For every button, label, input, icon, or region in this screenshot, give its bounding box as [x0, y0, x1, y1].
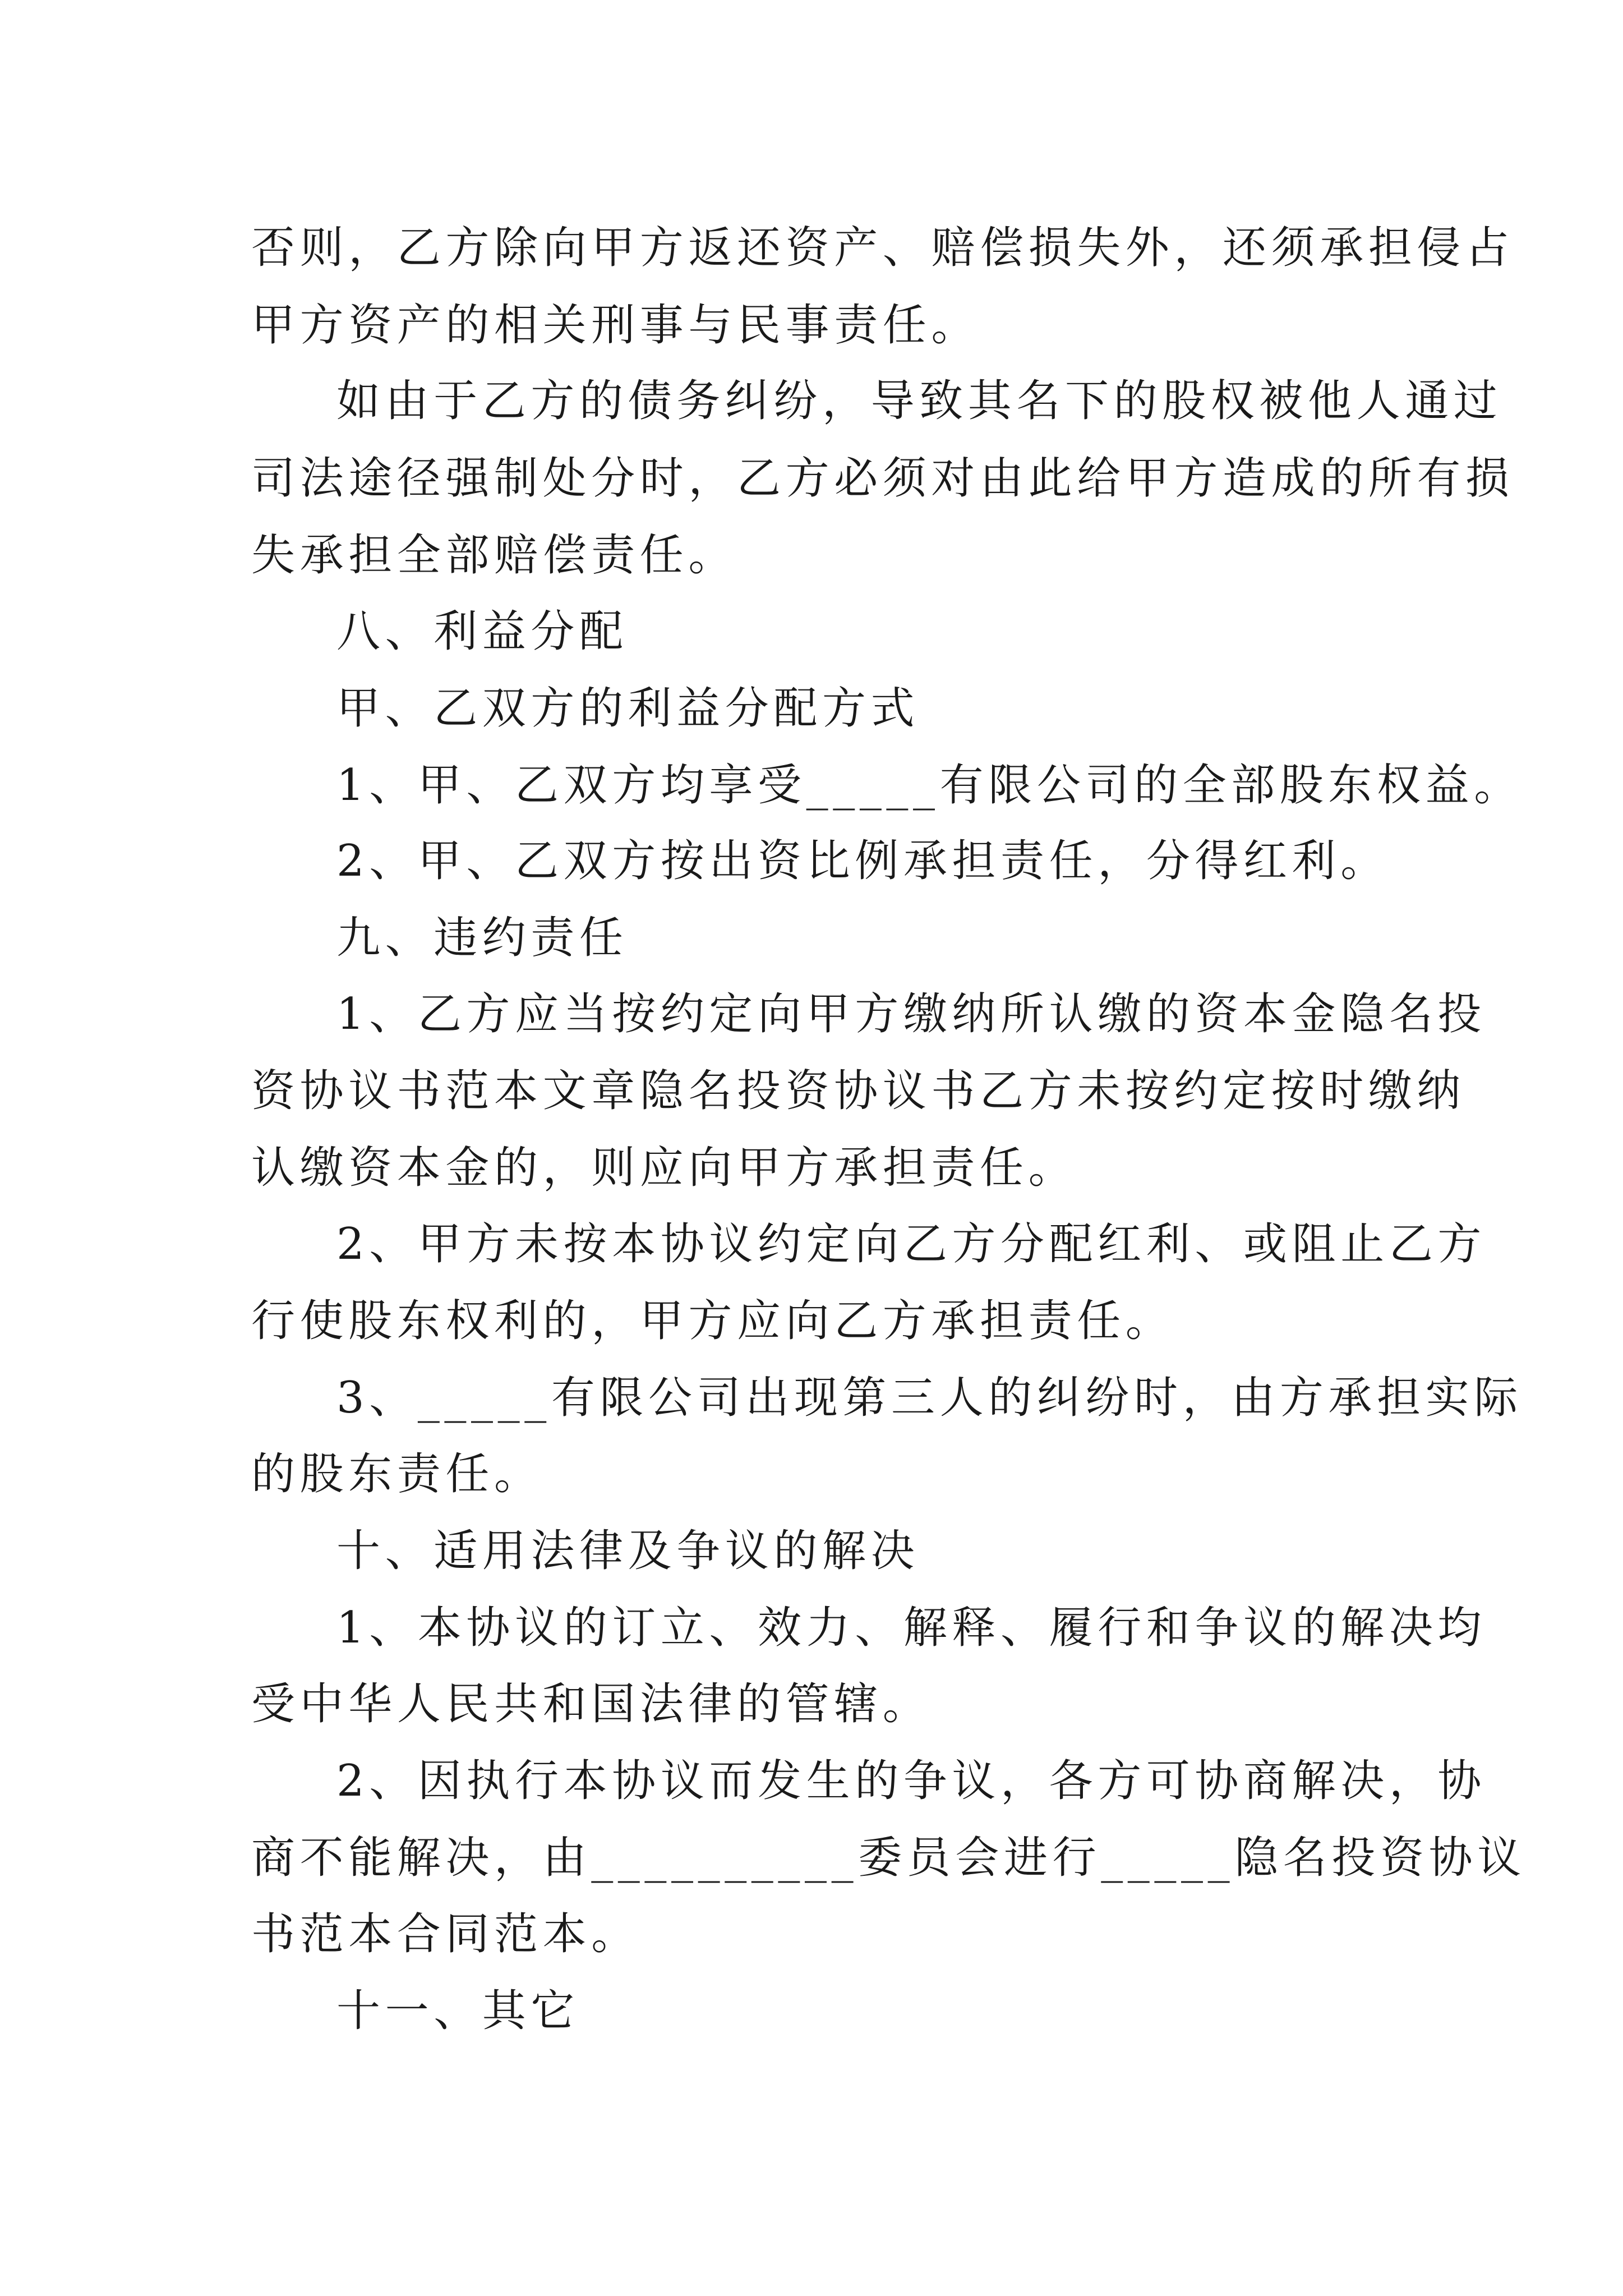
paragraph-line: 商不能解决，由__________委员会进行_____隐名投资协议 — [251, 1833, 1526, 1883]
paragraph-line: 2、甲、乙双方按出资比例承担责任，分得红利。 — [336, 836, 1389, 886]
paragraph-line: 1、甲、乙双方均享受_____有限公司的全部股东权益。 — [336, 760, 1523, 811]
paragraph-line: 认缴资本金的，则应向甲方承担责任。 — [251, 1143, 1077, 1193]
section-heading: 八、利益分配 — [336, 606, 628, 657]
paragraph-line: 的股东责任。 — [251, 1449, 543, 1499]
paragraph-line: 甲方资产的相关刑事与民事责任。 — [251, 300, 980, 351]
section-heading: 十、适用法律及争议的解决 — [336, 1526, 920, 1576]
paragraph-line: 如由于乙方的债务纠纷，导致其名下的股权被他人通过 — [336, 376, 1502, 426]
paragraph-line: 3、_____有限公司出现第三人的纠纷时，由方承担实际 — [336, 1373, 1523, 1423]
section-heading: 九、违约责任 — [336, 913, 628, 963]
section-heading: 十一、其它 — [336, 1986, 580, 2036]
paragraph-line: 司法途径强制处分时，乙方必须对由此给甲方造成的所有损 — [251, 453, 1514, 504]
paragraph-line: 书范本合同范本。 — [251, 1909, 640, 1959]
paragraph-line: 失承担全部赔偿责任。 — [251, 530, 737, 581]
paragraph-line: 资协议书范本文章隐名投资协议书乙方未按约定按时缴纳 — [251, 1066, 1466, 1116]
paragraph-line: 2、因执行本协议而发生的争议，各方可协商解决，协 — [336, 1756, 1487, 1806]
paragraph-line: 否则，乙方除向甲方返还资产、赔偿损失外，还须承担侵占 — [251, 223, 1514, 273]
paragraph-line: 2、甲方未按本协议约定向乙方分配红利、或阻止乙方 — [336, 1219, 1487, 1269]
paragraph-line: 甲、乙双方的利益分配方式 — [336, 683, 920, 734]
paragraph-line: 行使股东权利的，甲方应向乙方承担责任。 — [251, 1296, 1174, 1346]
paragraph-line: 1、本协议的订立、效力、解释、履行和争议的解决均 — [336, 1603, 1487, 1653]
paragraph-line: 1、乙方应当按约定向甲方缴纳所认缴的资本金隐名投 — [336, 989, 1487, 1039]
paragraph-line: 受中华人民共和国法律的管辖。 — [251, 1679, 932, 1729]
